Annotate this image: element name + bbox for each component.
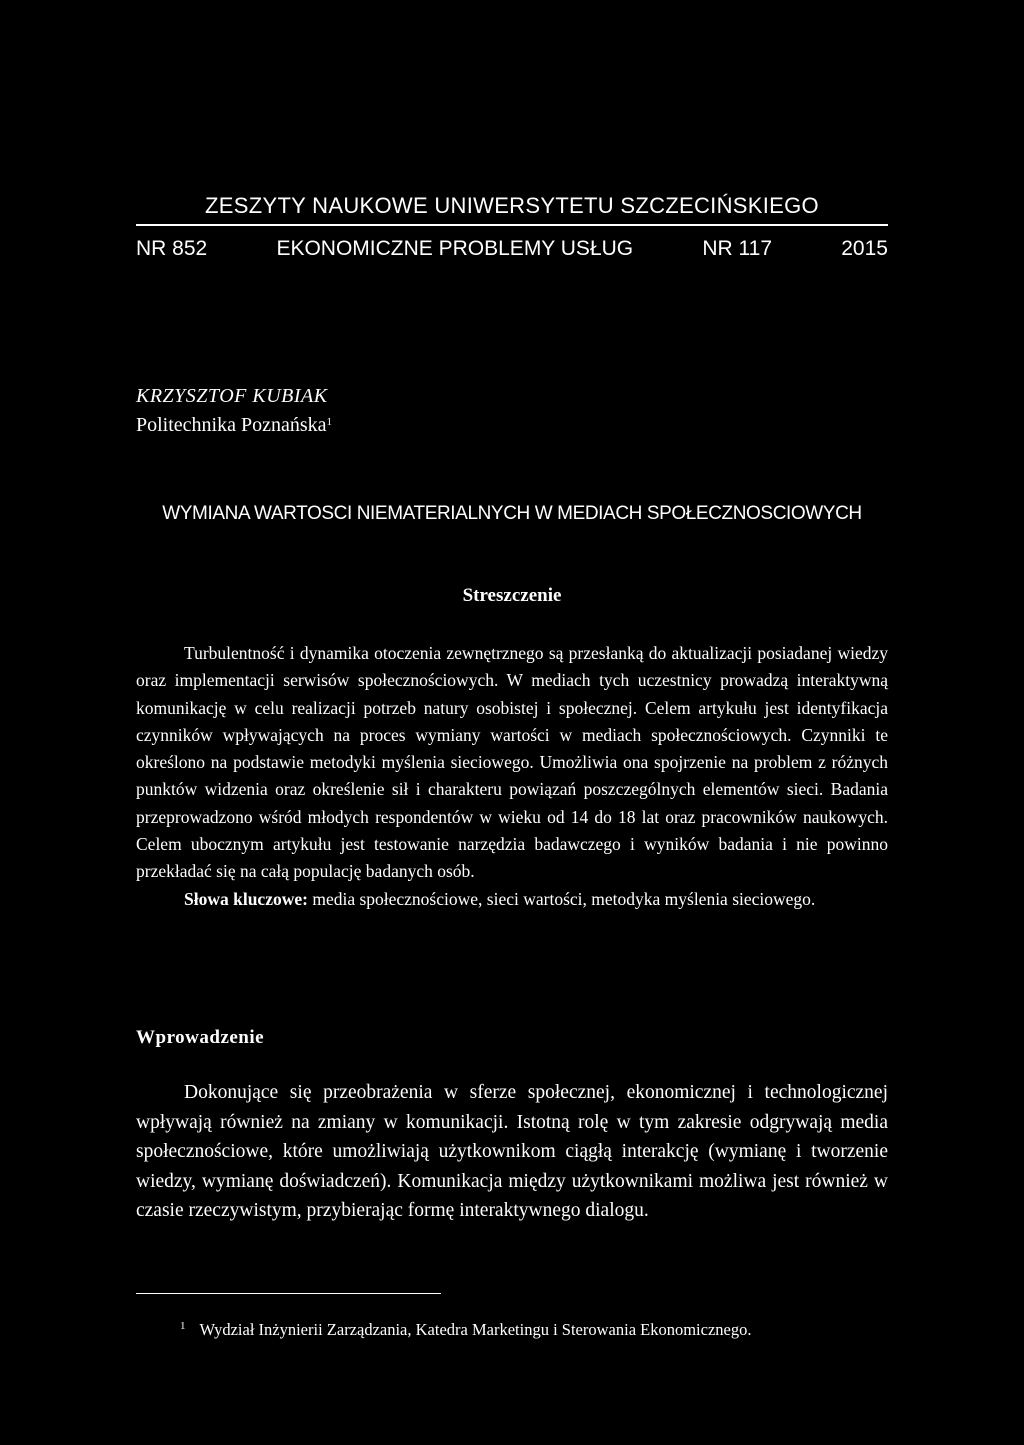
introduction-text: Dokonujące się przeobrażenia w sferze społecznej, ekonomicznej i technologicznej wpływają również na zmiany w komunikacji. Istotną rolę w tym zakresie odgrywają media społecznościowe, które umożliwiają użytkownikom ciągłą interakcję (wymianę i tworzenie wiedzy, wymianę doświadczeń). Komunikacja między użytkownikami możliwa jest również w czasie rzeczywistym, przybierając formę interaktywnego dialogu. xyxy=(136,1082,888,1221)
keywords-line xyxy=(136,886,888,913)
author-affiliation xyxy=(136,414,332,437)
abstract-text: Turbulentność i dynamika otoczenia zewnętrznego są przesłanką do aktualizacji posiadanej wiedzy oraz implementacji serwisów społecznościowych. W mediach tych uczestnicy prowadzą interaktywną komunikację w celu realizacji potrzeb natury osobistej i społecznej. Celem artykułu jest identyfikacja czynników wpływających na proces wymiany wartości w mediach społecznościowych. Czynniki te określono na podstawie metodyki myślenia sieciowego. Umożliwia ona spojrzenie na problem z różnych punktów widzenia oraz określenie sił i charakteru powiązań poszczególnych elementów sieci. Badania przeprowadzono wśród młodych respondentów w wieku od 14 do 18 lat oraz pracowników naukowych. Celem ubocznym artykułu jest testowanie narzędzia badawczego i wyników badania i nie powinno przekładać się na całą populację badanych osób. xyxy=(136,643,888,882)
paper-title: WYMIANA WARTOSCI NIEMATERIALNYCH W MEDIACH SPOŁECZNOSCIOWYCH xyxy=(162,503,862,524)
header-divider xyxy=(136,224,888,226)
affiliation-footnote-mark: 1 xyxy=(326,416,333,428)
footnote-divider xyxy=(136,1293,441,1294)
author-name: KRZYSZTOF KUBIAK xyxy=(136,385,328,407)
journal-title: ZESZYTY NAUKOWE UNIWERSYTETU SZCZECIŃSKIEGO xyxy=(205,193,819,218)
keywords-label: Słowa kluczowe: xyxy=(184,888,308,909)
journal-issue-line xyxy=(136,237,888,261)
publication-year: 2015 xyxy=(841,237,888,260)
keywords-text: media społecznościowe, sieci wartości, metodyka myślenia sieciowego. xyxy=(307,888,816,909)
issue-number: NR 852 xyxy=(136,237,208,260)
abstract-block xyxy=(136,640,888,913)
series-name: EKONOMICZNE PROBLEMY USŁUG xyxy=(276,237,634,260)
introduction-heading: Wprowadzenie xyxy=(136,1027,265,1048)
introduction-block xyxy=(136,1078,888,1226)
affiliation-text: Politechnika Poznańska xyxy=(136,414,327,436)
abstract-heading: Streszczenie xyxy=(462,585,562,606)
footnote xyxy=(180,1320,752,1340)
series-number: NR 117 xyxy=(702,237,773,260)
footnote-mark: 1 xyxy=(180,1320,186,1332)
footnote-text: Wydział Inżynierii Zarządzania, Katedra Marketingu i Sterowania Ekonomicznego. xyxy=(199,1320,752,1339)
